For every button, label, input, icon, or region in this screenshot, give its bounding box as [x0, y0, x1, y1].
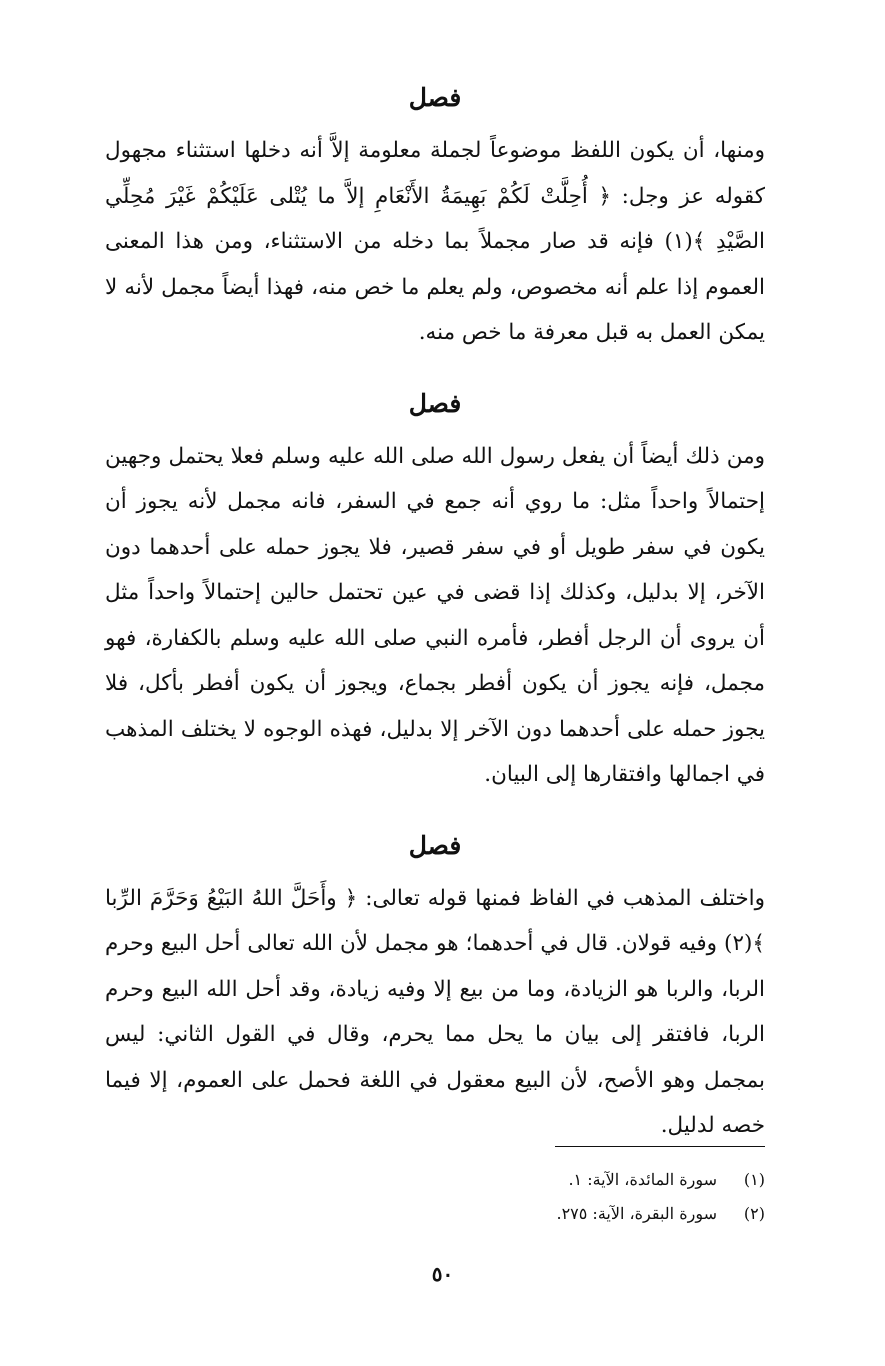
section-paragraph: ومنها، أن يكون اللفظ موضوعاً لجملة معلومة إلاَّ أنه دخلها استثناء مجهول كقوله عز وجل: ﴿ أُحِلَّتْ لَكُمْ بَهِيمَةُ الأَنْعَامِ إلاَّ ما يُتْلى عَلَيْكُمْ غَيْرَ مُحِلِّي الصَّيْدِ ﴾(١) فإنه قد صار مجملاً بما دخله من الاستثناء، ومن هذا المعنى العموم إذا علم أنه مخصوص، ولم يعلم ما خص منه، فهذا أيضاً مجمل لأنه لا يمكن العمل به قبل معرفة ما خص منه.: [105, 138, 765, 345]
footnote-number: (١): [743, 1170, 765, 1189]
page-body: [105, 78, 765, 1149]
footnote-item: [345, 1197, 765, 1231]
section-heading: فصل: [408, 830, 462, 860]
footnotes: [345, 1146, 765, 1231]
page-number: ٥٠: [431, 1262, 454, 1286]
section-heading: فصل: [408, 83, 462, 112]
footnote-text: سورة المائدة، الآية: ١.: [568, 1170, 717, 1189]
section-paragraph: ومن ذلك أيضاً أن يفعل رسول الله صلى الله عليه وسلم فعلا يحتمل وجهين إحتمالاً واحداً مثل: ما روي أنه جمع في السفر، فانه مجمل لأنه يجوز أن يكون في سفر طويل أو في سفر قصير، فلا يجوز حمله على أحدهما دون الآخر، إلا بدليل، وكذلك إذا قضى في عين تحتمل حالين إحتمالاً واحداً مثل أن يروى أن الرجل أفطر، فأمره النبي صلى الله عليه وسلم بالكفارة، فهو مجمل، فإنه يجوز أن يكون أفطر بجماع، ويجوز أن يكون أفطر بأكل، فلا يجوز حمله على أحدهما دون الآخر إلا بدليل، فهذه الوجوه لا يختلف المذهب في اجمالها وافتقارها إلى البيان.: [105, 443, 765, 787]
section-paragraph: واختلف المذهب في الفاظ فمنها قوله تعالى: ﴿ وأَحَلَّ اللهُ البَيْعُ وَحَرَّمَ الرِّبا ﴾(٢) وفيه قولان. قال في أحدهما؛ هو مجمل لأن الله تعالى أحل البيع وحرم الربا، والربا هو الزيادة، وما من بيع إلا وفيه زيادة، وقد أحل الله البيع وحرم الربا، فافتقر إلى بيان ما يحل مما يحرم، وقال في القول الثاني: ليس بمجمل وهو الأصح، لأن البيع معقول في اللغة فحمل على العموم، إلا فيما خصه لدليل.: [105, 885, 765, 1138]
footnote-separator: [555, 1146, 765, 1147]
footnote-number: (٢): [743, 1204, 765, 1223]
section-heading: فصل: [408, 388, 462, 418]
footnote-text: سورة البقرة، الآية: ٢٧٥.: [556, 1204, 717, 1223]
footnote-item: [345, 1163, 765, 1197]
